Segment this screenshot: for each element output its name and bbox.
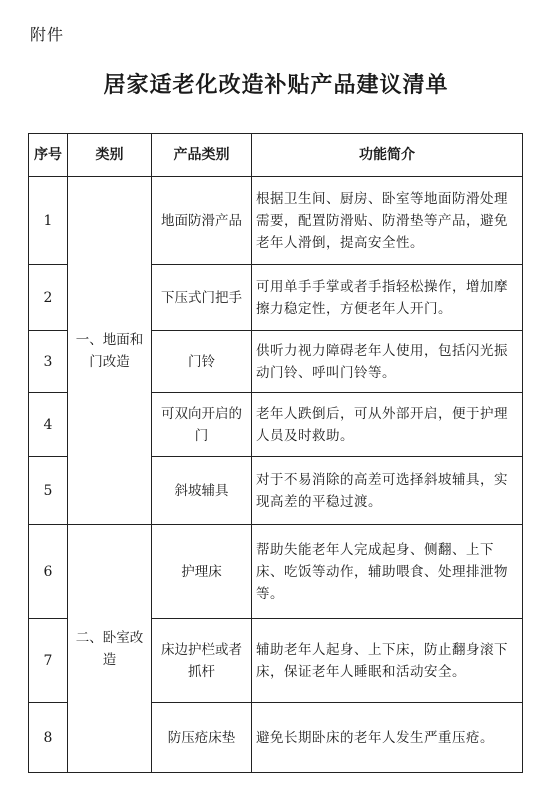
category-cell: 二、卧室改造 <box>68 525 152 773</box>
product-cell: 下压式门把手 <box>152 265 252 331</box>
description-cell: 帮助失能老年人完成起身、侧翻、上下床、吃饭等动作，辅助喂食、处理排泄物等。 <box>252 525 523 619</box>
row-number: 8 <box>29 703 68 773</box>
description-cell: 老年人跌倒后，可从外部开启，便于护理人员及时救助。 <box>252 393 523 457</box>
description-cell: 辅助老年人起身、上下床，防止翻身滚下床，保证老年人睡眠和活动安全。 <box>252 619 523 703</box>
product-cell: 地面防滑产品 <box>152 177 252 265</box>
description-cell: 可用单手手掌或者手指轻松操作，增加摩擦力稳定性，方便老年人开门。 <box>252 265 523 331</box>
category-cell: 一、地面和门改造 <box>68 177 152 525</box>
description-cell: 根据卫生间、厨房、卧室等地面防滑处理需要，配置防滑贴、防滑垫等产品，避免老年人滑倒，提高安全性。 <box>252 177 523 265</box>
table-row <box>29 525 523 619</box>
header-category: 类别 <box>68 134 152 177</box>
description-cell: 避免长期卧床的老年人发生严重压疮。 <box>252 703 523 773</box>
row-number: 1 <box>29 177 68 265</box>
product-cell: 床边护栏或者抓杆 <box>152 619 252 703</box>
row-number: 3 <box>29 331 68 393</box>
header-function: 功能简介 <box>252 134 523 177</box>
header-product-type: 产品类别 <box>152 134 252 177</box>
product-cell: 防压疮床垫 <box>152 703 252 773</box>
row-number: 7 <box>29 619 68 703</box>
description-cell: 对于不易消除的高差可选择斜坡辅具，实现高差的平稳过渡。 <box>252 457 523 525</box>
row-number: 5 <box>29 457 68 525</box>
description-cell: 供听力视力障碍老年人使用，包括闪光振动门铃、呼叫门铃等。 <box>252 331 523 393</box>
attachment-label: 附件 <box>30 25 65 44</box>
row-number: 4 <box>29 393 68 457</box>
row-number: 6 <box>29 525 68 619</box>
product-list-table <box>28 133 523 773</box>
document-title: 居家适老化改造补贴产品建议清单 <box>103 73 449 98</box>
table-row <box>29 177 523 265</box>
product-cell: 斜坡辅具 <box>152 457 252 525</box>
product-cell: 可双向开启的门 <box>152 393 252 457</box>
product-cell: 护理床 <box>152 525 252 619</box>
product-cell: 门铃 <box>152 331 252 393</box>
row-number: 2 <box>29 265 68 331</box>
table-header-row <box>29 134 523 177</box>
header-serial: 序号 <box>29 134 68 177</box>
